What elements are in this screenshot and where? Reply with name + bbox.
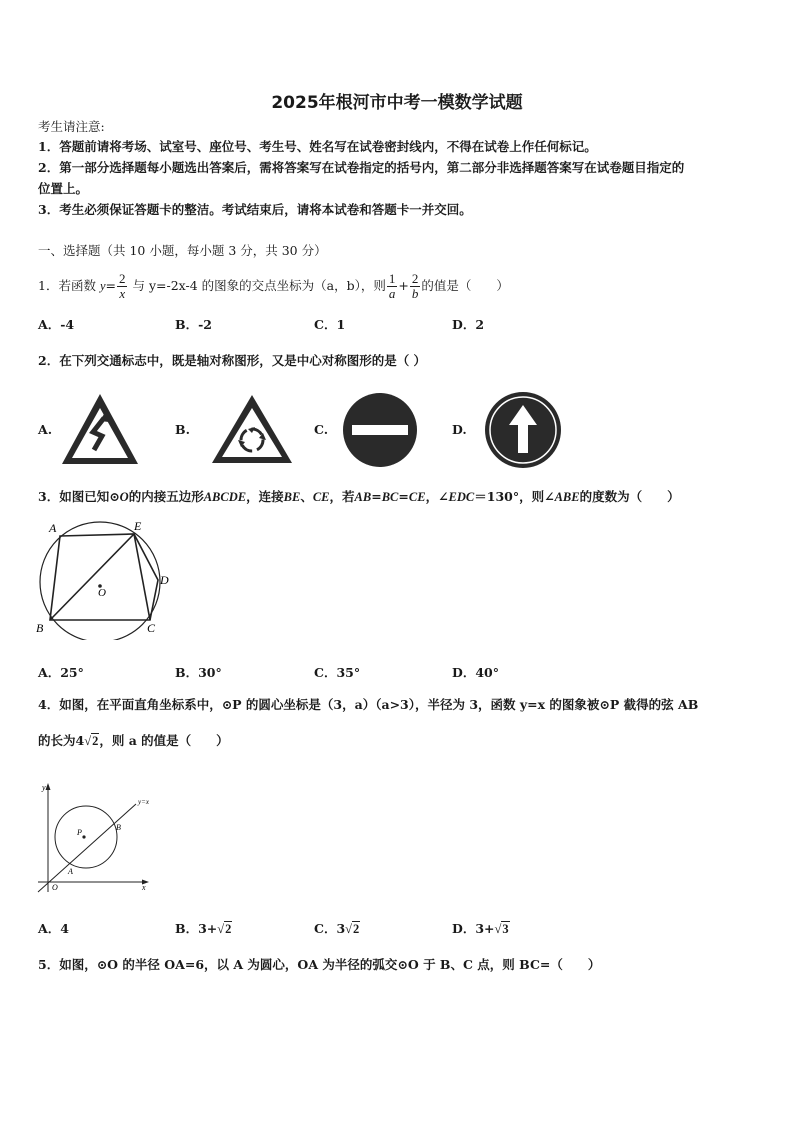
q4-option-c: C．3√2 [314, 921, 360, 936]
notice-item-1: 1．答题前请将考场、试室号、座位号、考生号、姓名写在试卷密封线内，不得在试卷上作任何标记。 [38, 139, 597, 154]
curve-warning-sign-icon [60, 392, 140, 466]
q1-prefix: 1．若函数 [38, 278, 96, 293]
question-4-line-2: 的长为4√2，则 a 的值是（ ） [38, 733, 229, 748]
question-5: 5．如图，⊙O 的半径 OA=6，以 A 为圆心，OA 为半径的弧交⊙O 于 B、C 点，则 BC=（ ） [38, 957, 601, 972]
q4-option-d: D．3+√3 [452, 921, 509, 936]
q4-label-o: O [52, 883, 58, 892]
q3-circle-pentagon-figure [30, 516, 180, 640]
q3-option-c: C．35° [314, 665, 361, 680]
q1-mid: 与 y=-2x-4 的图象的交点坐标为（a，b），则 [132, 278, 386, 293]
notice-heading: 考生请注意: [38, 119, 105, 134]
q1-option-b: B．-2 [175, 317, 212, 332]
q3-label-b: B [36, 621, 44, 635]
q4-label-x: x [142, 883, 146, 892]
q1-option-a: A．-4 [38, 317, 75, 332]
q1-option-c: C．1 [314, 317, 346, 332]
q3-option-d: D．40° [452, 665, 499, 680]
straight-ahead-sign-icon [484, 391, 562, 469]
q4-coordinate-figure [34, 780, 154, 895]
q1-y: y [99, 279, 106, 293]
q4-option-a: A．4 [38, 921, 69, 936]
q3-label-e: E [134, 519, 142, 533]
q1-eq: = [105, 278, 116, 293]
question-3: 3．如图已知⊙O的内接五边形ABCDE，连接BE、CE，若AB=BC=CE，∠EDC＝130°，则∠ABE的度数为（ ） [38, 489, 680, 504]
page-title: 2025年根河市中考一模数学试题 [271, 93, 523, 113]
notice-item-3: 3．考生必须保证答题卡的整洁。考试结束后，请将本试卷和答题卡一并交回。 [38, 202, 472, 217]
q3-label-a: A [49, 521, 57, 535]
q3-option-b: B．30° [175, 665, 222, 680]
q3-label-o: O [98, 587, 106, 599]
q1-frac-2-over-x: $\frac{2}{x}$ [118, 271, 126, 301]
q4-sqrt-2: √2 [84, 734, 99, 748]
q1-suffix: 的值是（ ） [421, 278, 509, 293]
q4-label-line: y=x [138, 798, 149, 806]
question-4-line-1: 4．如图，在平面直角坐标系中，⊙P 的圆心坐标是（3，a）（a>3），半径为 3，函数 y=x 的图象被⊙P 截得的弦 AB [38, 697, 699, 712]
q3-option-a: A．25° [38, 665, 84, 680]
q2-option-d: D. [452, 422, 467, 437]
q1-option-d: D．2 [452, 317, 485, 332]
q3-label-d: D [160, 573, 169, 587]
roundabout-sign-icon [210, 393, 294, 465]
q1-plus: + [398, 278, 409, 293]
section-heading: 一、选择题（共 10 小题，每小题 3 分，共 30 分） [38, 243, 327, 258]
q4-label-y: y [42, 783, 46, 792]
q3-label-c: C [147, 621, 156, 635]
question-1 [38, 271, 509, 301]
question-2: 2．在下列交通标志中，既是轴对称图形，又是中心对称图形的是（ ） [38, 353, 427, 368]
notice-item-2: 2．第一部分选择题每小题选出答案后，需将答案写在试卷指定的括号内，第二部分非选择题答案写在试卷题目指定的 [38, 160, 685, 175]
q4-label-p: P [77, 828, 82, 837]
q2-option-c: C. [314, 422, 329, 437]
notice-item-2-cont: 位置上。 [38, 181, 89, 196]
q2-option-a: A. [38, 422, 53, 437]
no-entry-sign-icon [342, 392, 418, 468]
q1-frac-2-over-b: $\frac{2}{b}$ [411, 271, 419, 301]
q4-label-b: B [116, 823, 121, 832]
q4-label-a: A [68, 867, 73, 876]
q1-frac-1-over-a: $\frac{1}{a}$ [388, 271, 396, 301]
q4-option-b: B．3+√2 [175, 921, 232, 936]
q2-option-b: B. [175, 422, 190, 437]
